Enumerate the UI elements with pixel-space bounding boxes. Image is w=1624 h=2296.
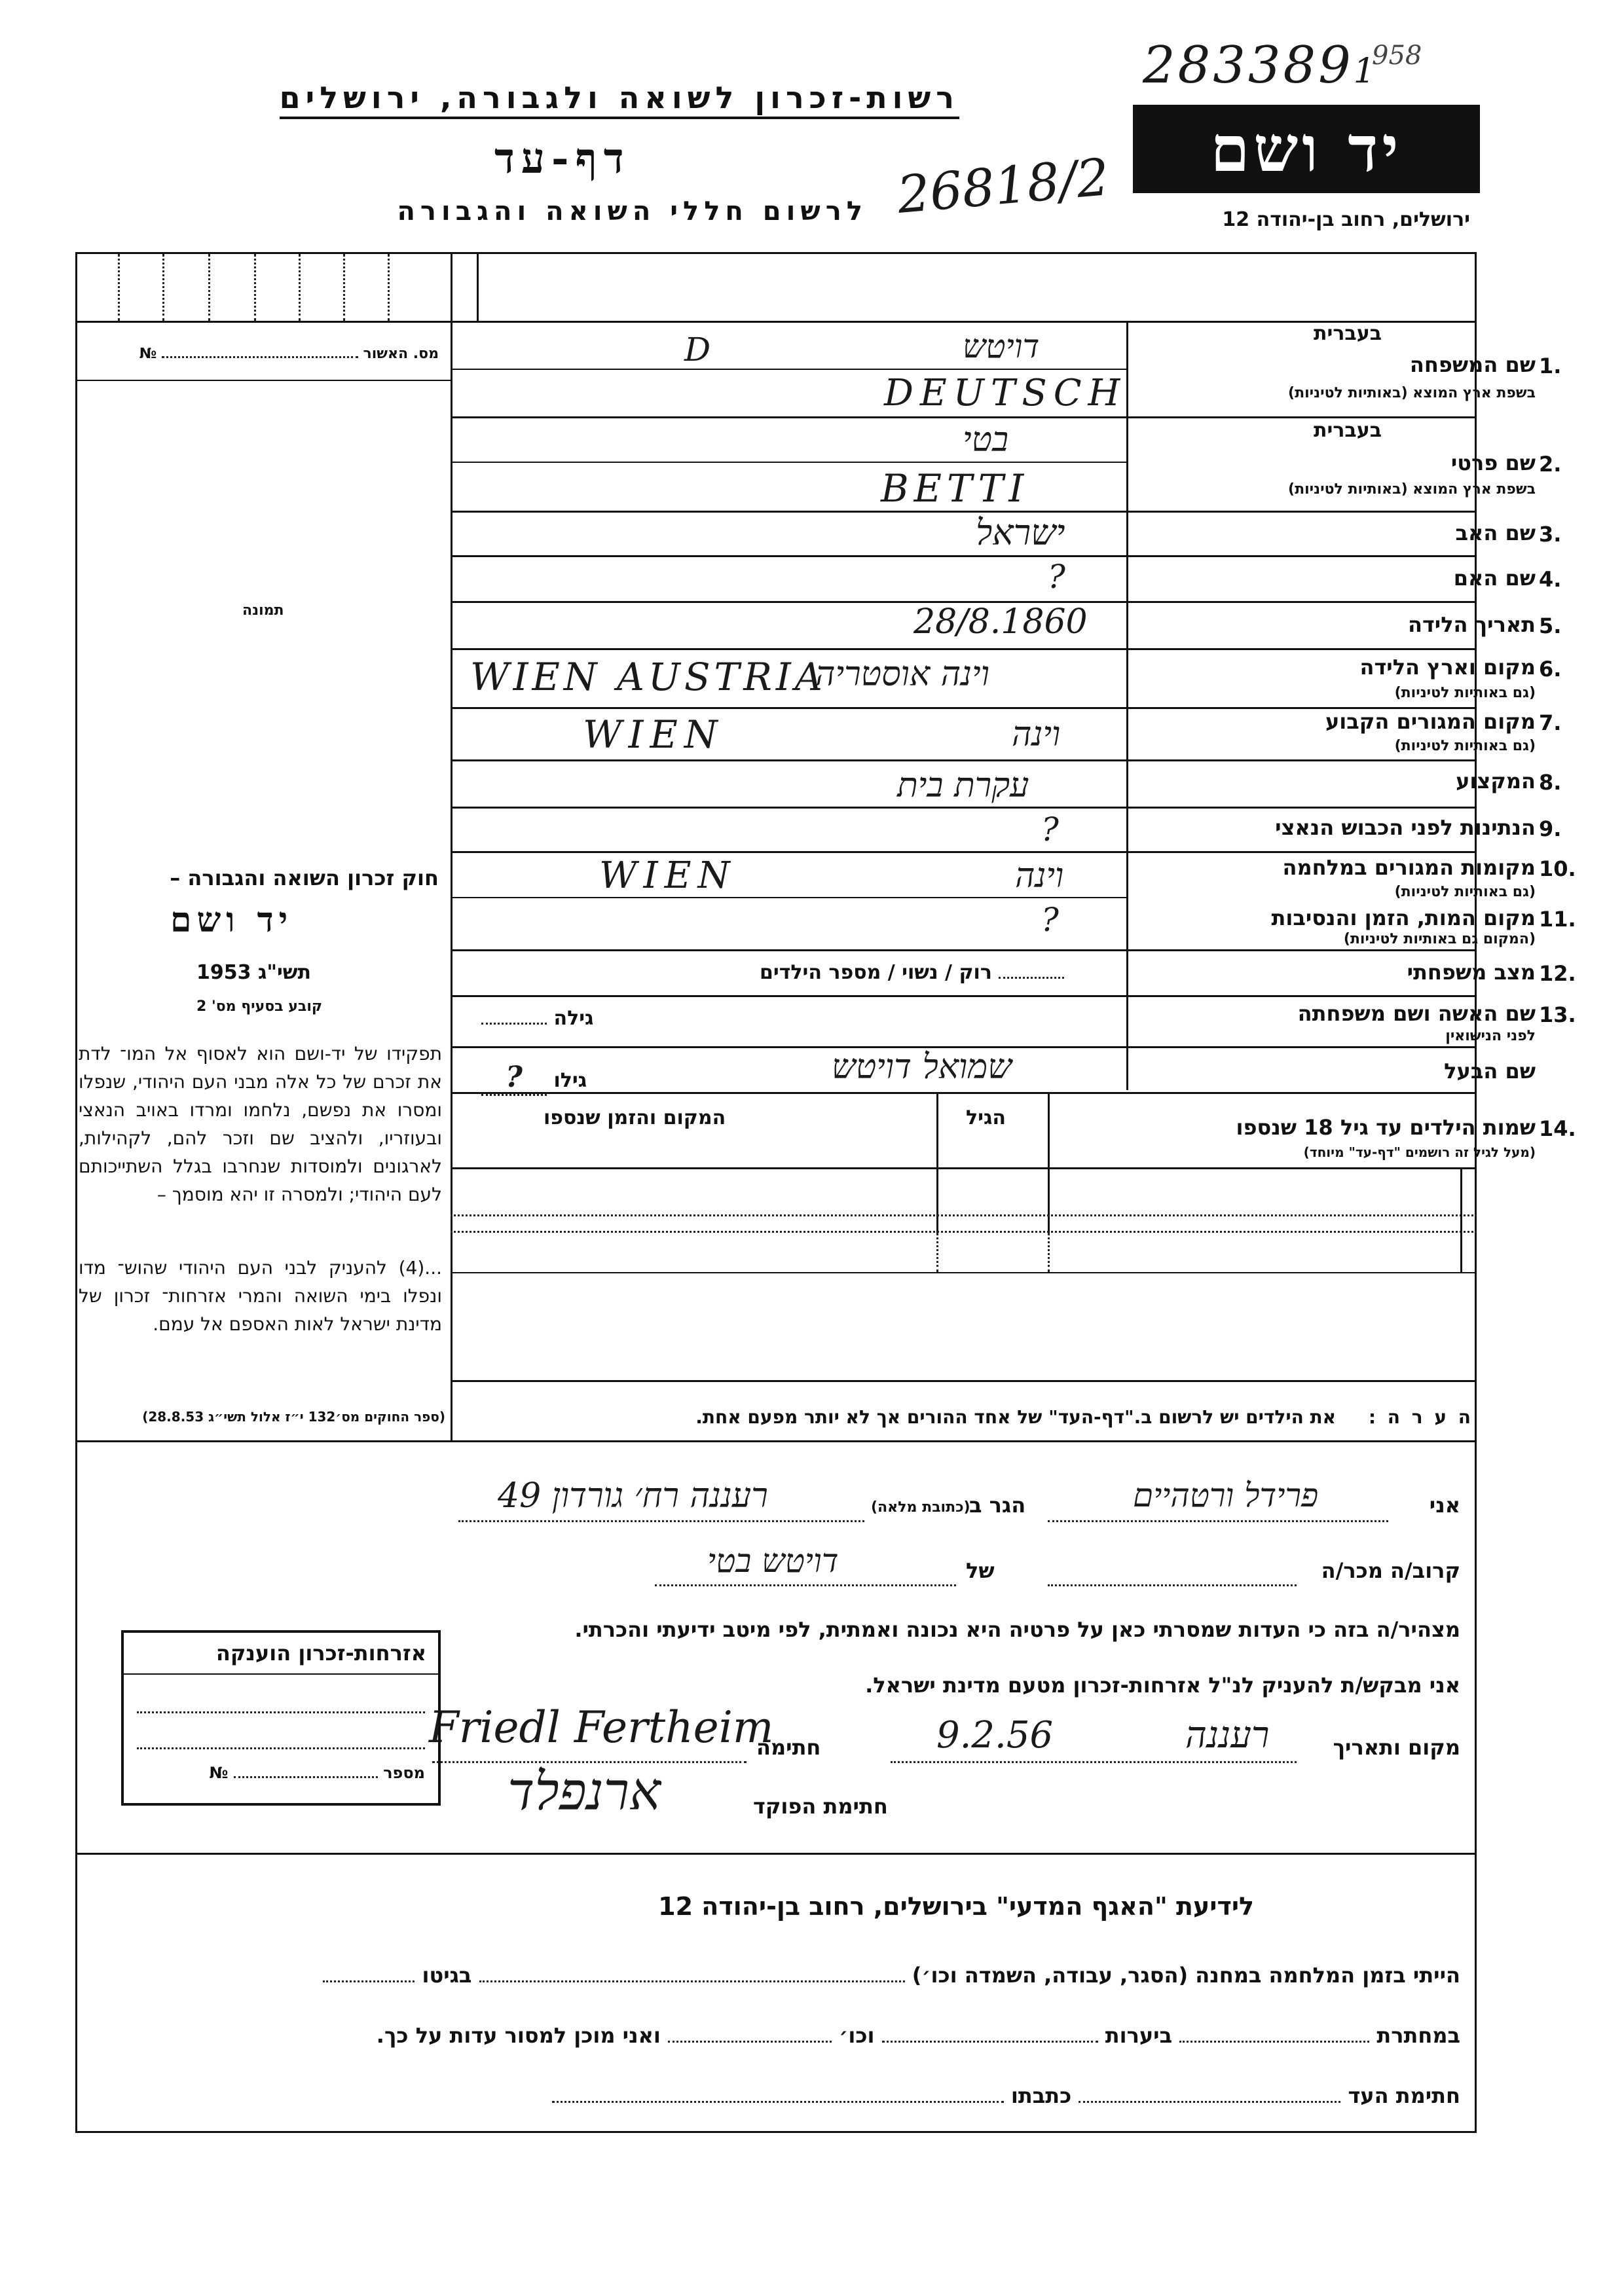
note-label: ה ע ר ה :	[1368, 1406, 1473, 1428]
citizenship-line-2	[137, 1747, 425, 1749]
field-11-label: מקום המות, הזמן והנסיבות	[1271, 905, 1536, 930]
citizenship-title: אזרחות-זכרון הוענקה	[215, 1641, 426, 1666]
children-divider-2	[1048, 1092, 1050, 1233]
field-7-sub: (גם באותיות לטיניות)	[1394, 738, 1536, 754]
label-column-divider	[1126, 321, 1128, 1090]
address: ירושלים, רחוב בן-יהודה 12	[1222, 208, 1470, 231]
field-1-value-hebrew: דויטש	[963, 327, 1040, 365]
page-subtitle: לרשום חללי השואה והגבורה	[397, 196, 868, 227]
law-source: (ספר החוקים מס׳132 י״ז אלול תשי״ג 28.8.53)	[142, 1409, 445, 1425]
field-5-label: תאריך הלידה	[1407, 612, 1536, 637]
signature-label: חתימה	[756, 1735, 821, 1760]
field-5-num: 5.	[1539, 613, 1562, 638]
field-7-label: מקום המגורים הקבוע	[1325, 709, 1536, 734]
officer-signature: ארנפלד	[507, 1761, 661, 1822]
declarant-i-label: אני	[1429, 1493, 1460, 1518]
footer-line-1-label: הייתי בזמן המלחמה במחנה (הסגר, עבודה, השמדה וכו׳)	[912, 1963, 1460, 1988]
field-1-lang: בעברית	[1314, 322, 1382, 345]
footer-line-1-suffix: בגיטו	[422, 1963, 472, 1988]
frame-bottom	[75, 2131, 1477, 2133]
frame-top	[75, 252, 1477, 254]
row-line-15	[451, 1092, 1477, 1094]
children-col-place: המקום והזמן שנספו	[544, 1106, 726, 1129]
field-11-num: 11.	[1539, 907, 1576, 932]
field-13-num: 13.	[1539, 1002, 1576, 1027]
field-7-num: 7.	[1539, 710, 1562, 735]
row-line-2	[451, 416, 1477, 418]
place-date-line	[891, 1761, 1297, 1763]
top-row-tick-1	[118, 254, 120, 321]
footer-line-2	[377, 2023, 1460, 2048]
reference-suffix: 1	[1353, 52, 1378, 91]
field-8-label: המקצוע	[1456, 769, 1536, 793]
field-10-value-hebrew: וינה	[1015, 856, 1064, 896]
citizenship-box	[121, 1630, 441, 1806]
of-line	[655, 1584, 956, 1586]
declaration-bottom-line	[75, 1853, 1477, 1855]
top-row-tick-5	[299, 254, 301, 321]
field-1-value-latin: DEUTSCH	[884, 372, 1127, 414]
law-text-1: תפקידו של יד-ושם הוא לאסוף אל המו־ לדת את זכרם של כל אלה מבני העם היהודי, שנפלו ומסרו את נפשם, נלחמו ומרדו באויב הנאצי ובעוזריו, ולהציב שם וזכר להם, לקהילות, לארגונים ולמוסדות שנחרבו בגלל השתייכותם לעם היהודי; ולמסרה זו יהא מוסמך –	[79, 1043, 442, 1205]
children-divider-1	[936, 1092, 938, 1233]
husband-value: שמואל דויטש	[832, 1048, 1012, 1087]
citizenship-number	[209, 1764, 425, 1782]
field-1-label: שם המשפחה	[1409, 352, 1536, 377]
field-2-label: שם פרטי	[1450, 450, 1536, 475]
footer-line-2-c: וכו׳	[839, 2023, 875, 2048]
field-11-sub: (המקום גם באותיות לטיניות)	[1343, 931, 1536, 947]
field-2-num: 2.	[1539, 452, 1562, 477]
relation-label: קרוב/ה מכר/ה	[1321, 1558, 1460, 1583]
of-value: דויטש בטי	[707, 1542, 839, 1580]
field-13-label: שם האשה ושם משפחתה	[1297, 1001, 1536, 1026]
field-11-value: ?	[1041, 901, 1059, 939]
address-hint: (כתובת מלאה)	[871, 1499, 970, 1516]
field-6-num: 6.	[1539, 657, 1562, 682]
law-section: קובע בסעיף מס' 2	[196, 998, 323, 1015]
field-2-sub: בשפת ארץ המוצא (באותיות לטיניות)	[1288, 481, 1536, 498]
reference-number: 2833891	[1143, 36, 1378, 95]
row-line-9	[451, 759, 1477, 761]
field-8-num: 8.	[1539, 770, 1562, 795]
field-12-value: רוק / נשוי / מספר הילדים	[760, 961, 1064, 984]
declarant-name-line	[1048, 1520, 1388, 1522]
resident-label: הגר ב	[969, 1493, 1026, 1518]
field-7-value-latin: WIEN	[583, 712, 724, 757]
archive-number: 26818/2	[895, 148, 1112, 225]
field-2-lang: בעברית	[1314, 419, 1382, 442]
footer-line-3-b: כתבתו	[1010, 2083, 1072, 2108]
field-2-value-latin: BETTI	[881, 466, 1029, 511]
field-13-sub: לפני הנישואין	[1445, 1028, 1536, 1044]
relation-line	[1048, 1584, 1297, 1586]
husband-label: שם הבעל	[1444, 1059, 1536, 1084]
row-line-4	[451, 511, 1477, 513]
citizenship-title-rule	[124, 1673, 438, 1675]
footer-line-2-d: ואני מוכן למסור עדות על כך.	[376, 2023, 661, 2048]
registration-field	[139, 346, 439, 362]
children-row-1	[451, 1214, 1477, 1216]
declaration-statement: מצהיר/ה בזה כי העדות שמסרתי כאן על פרטיה היא נכונה ואמתית, לפי מיטב ידיעתי והכרתי.	[574, 1617, 1460, 1642]
law-year: תשי"ג 1953	[196, 961, 312, 984]
declarant-name: פרידל ורטהיים	[1133, 1476, 1319, 1514]
law-text-2: ...(4) להעניק לבני העם היהודי שהוש־ מדו ונפלו בימי השואה והמרי אזרחות־ זכרון של מדינת ישראל לאות האספם אל עמם.	[79, 1257, 442, 1335]
field-10-sub: (גם באותיות לטיניות)	[1394, 884, 1536, 900]
field-2-value-hebrew: בטי	[963, 420, 1009, 460]
top-row-divider	[477, 254, 479, 321]
date-value: 9.2.56	[936, 1714, 1054, 1757]
children-frame-right	[1460, 1167, 1462, 1272]
children-header-line	[451, 1167, 1477, 1169]
field-4-num: 4.	[1539, 567, 1562, 592]
field-1-num: 1.	[1539, 354, 1562, 378]
row-line-12	[451, 949, 1477, 951]
field-13-age: גילה	[481, 1007, 593, 1030]
registration-line	[75, 380, 451, 381]
row-line-3	[451, 462, 1126, 463]
children-dots-2	[1048, 1233, 1050, 1272]
field-8-value: עקרת בית	[897, 766, 1029, 805]
place-value: רעננה	[1185, 1714, 1270, 1757]
field-3-num: 3.	[1539, 522, 1562, 547]
children-row-2	[451, 1231, 1477, 1233]
declarant-signature: Friedl Fertheim	[429, 1702, 774, 1753]
top-row-tick-2	[162, 254, 164, 321]
law-title: חוק זכרון השואה והגבורה –	[170, 866, 439, 890]
field-9-num: 9.	[1539, 816, 1562, 841]
citizenship-number-suffix: №	[209, 1764, 229, 1782]
top-row-tick-7	[388, 254, 390, 321]
row-line-1	[451, 369, 1126, 370]
top-row-tick-4	[254, 254, 256, 321]
footer-line-2-b: ביערות	[1105, 2023, 1173, 2048]
children-label: שמות הילדים עד גיל 18 שנספו	[1236, 1115, 1536, 1140]
stamp-mark: 958	[1372, 41, 1422, 71]
declarant-address: רעננה רח׳ גורדון 49	[498, 1476, 768, 1516]
note-text: את הילדים יש לרשום ב."דף-העד" של אחד ההורים אך לא יותר מפעם אחת.	[695, 1406, 1337, 1428]
registration-label: מס. האשור	[363, 346, 439, 362]
note-top-line	[451, 1380, 1477, 1382]
sidebar-divider	[451, 252, 452, 1440]
row-line-7	[451, 648, 1477, 650]
field-3-label: שם האב	[1455, 520, 1536, 545]
row-line-10	[451, 807, 1477, 809]
field-3-value: ישראל	[976, 512, 1065, 553]
field-5-value: 28/8.1860	[913, 602, 1088, 642]
field-4-value: ?	[1048, 558, 1065, 596]
field-9-value: ?	[1041, 811, 1059, 848]
children-bottom	[451, 1272, 1477, 1273]
page-title: דף-עד	[494, 134, 631, 183]
citizenship-line-1	[137, 1711, 425, 1713]
field-6-value-hebrew: וינה אוסטריה	[815, 655, 989, 694]
husband-age: גילו ?	[481, 1061, 587, 1096]
field-1-sub: בשפת ארץ המוצא (באותיות לטיניות)	[1288, 385, 1536, 401]
officer-label: חתימת הפוקד	[753, 1794, 888, 1819]
field-6-label: מקום וארץ הלידה	[1359, 655, 1536, 680]
field-4-label: שם האם	[1453, 566, 1536, 591]
children-dots-1	[936, 1233, 938, 1272]
top-row-tick-6	[343, 254, 345, 321]
row-line-5	[451, 555, 1477, 557]
children-sub: (מעל לגיל זה רושמים "דף-עד" מיוחד)	[1303, 1144, 1536, 1160]
footer-line-3-a: חתימת העד	[1348, 2083, 1460, 2108]
field-12-num: 12.	[1539, 961, 1576, 986]
declarant-address-line	[458, 1520, 864, 1522]
field-10-value-latin: WIEN	[599, 854, 737, 897]
frame-left	[75, 252, 77, 2133]
photo-label: תמונה	[242, 602, 284, 619]
declaration-request: אני מבקש/ת להעניק לנ"ל אזרחות-זכרון מטעם מדינת ישראל.	[865, 1673, 1460, 1698]
yad-vashem-logo: יד ושם	[1133, 105, 1480, 193]
citizenship-number-label: מספר	[383, 1764, 425, 1782]
field-10-label: מקומות המגורים במלחמה	[1282, 855, 1536, 880]
row-line-13	[451, 995, 1477, 997]
field-1-mark: D	[684, 331, 711, 369]
footer-line-3	[552, 2083, 1460, 2108]
law-name: יד ושם	[170, 900, 293, 940]
note-bottom-line	[75, 1440, 1477, 1442]
top-row-line	[75, 321, 1477, 323]
row-line-11b	[451, 897, 1126, 898]
row-line-11	[451, 851, 1477, 853]
field-12-label: מצב משפחתי	[1407, 960, 1536, 985]
footer-line-2-a: במחתרת	[1376, 2023, 1460, 2048]
field-6-sub: (גם באותיות לטיניות)	[1394, 685, 1536, 701]
authority-line: רשות-זכרון לשואה ולגבורה, ירושלים	[280, 80, 959, 119]
place-date-label: מקום ותאריך	[1333, 1735, 1460, 1760]
field-9-label: הנתינות לפני הכבוש הנאצי	[1275, 815, 1536, 840]
children-col-age: הגיל	[966, 1106, 1006, 1129]
registration-suffix: №	[139, 346, 157, 362]
field-7-value-hebrew: וינה	[1012, 715, 1061, 754]
footer-line-1	[323, 1963, 1460, 1988]
of-label: של	[966, 1558, 995, 1583]
note	[695, 1406, 1473, 1428]
top-row-tick-3	[208, 254, 210, 321]
field-10-num: 10.	[1539, 856, 1576, 881]
children-num: 14.	[1539, 1116, 1576, 1141]
footer-title: לידיעת "האגף המדעי" בירושלים, רחוב בן-יהודה 12	[658, 1892, 1254, 1921]
field-6-value-latin: WIEN AUSTRIA	[470, 655, 826, 699]
